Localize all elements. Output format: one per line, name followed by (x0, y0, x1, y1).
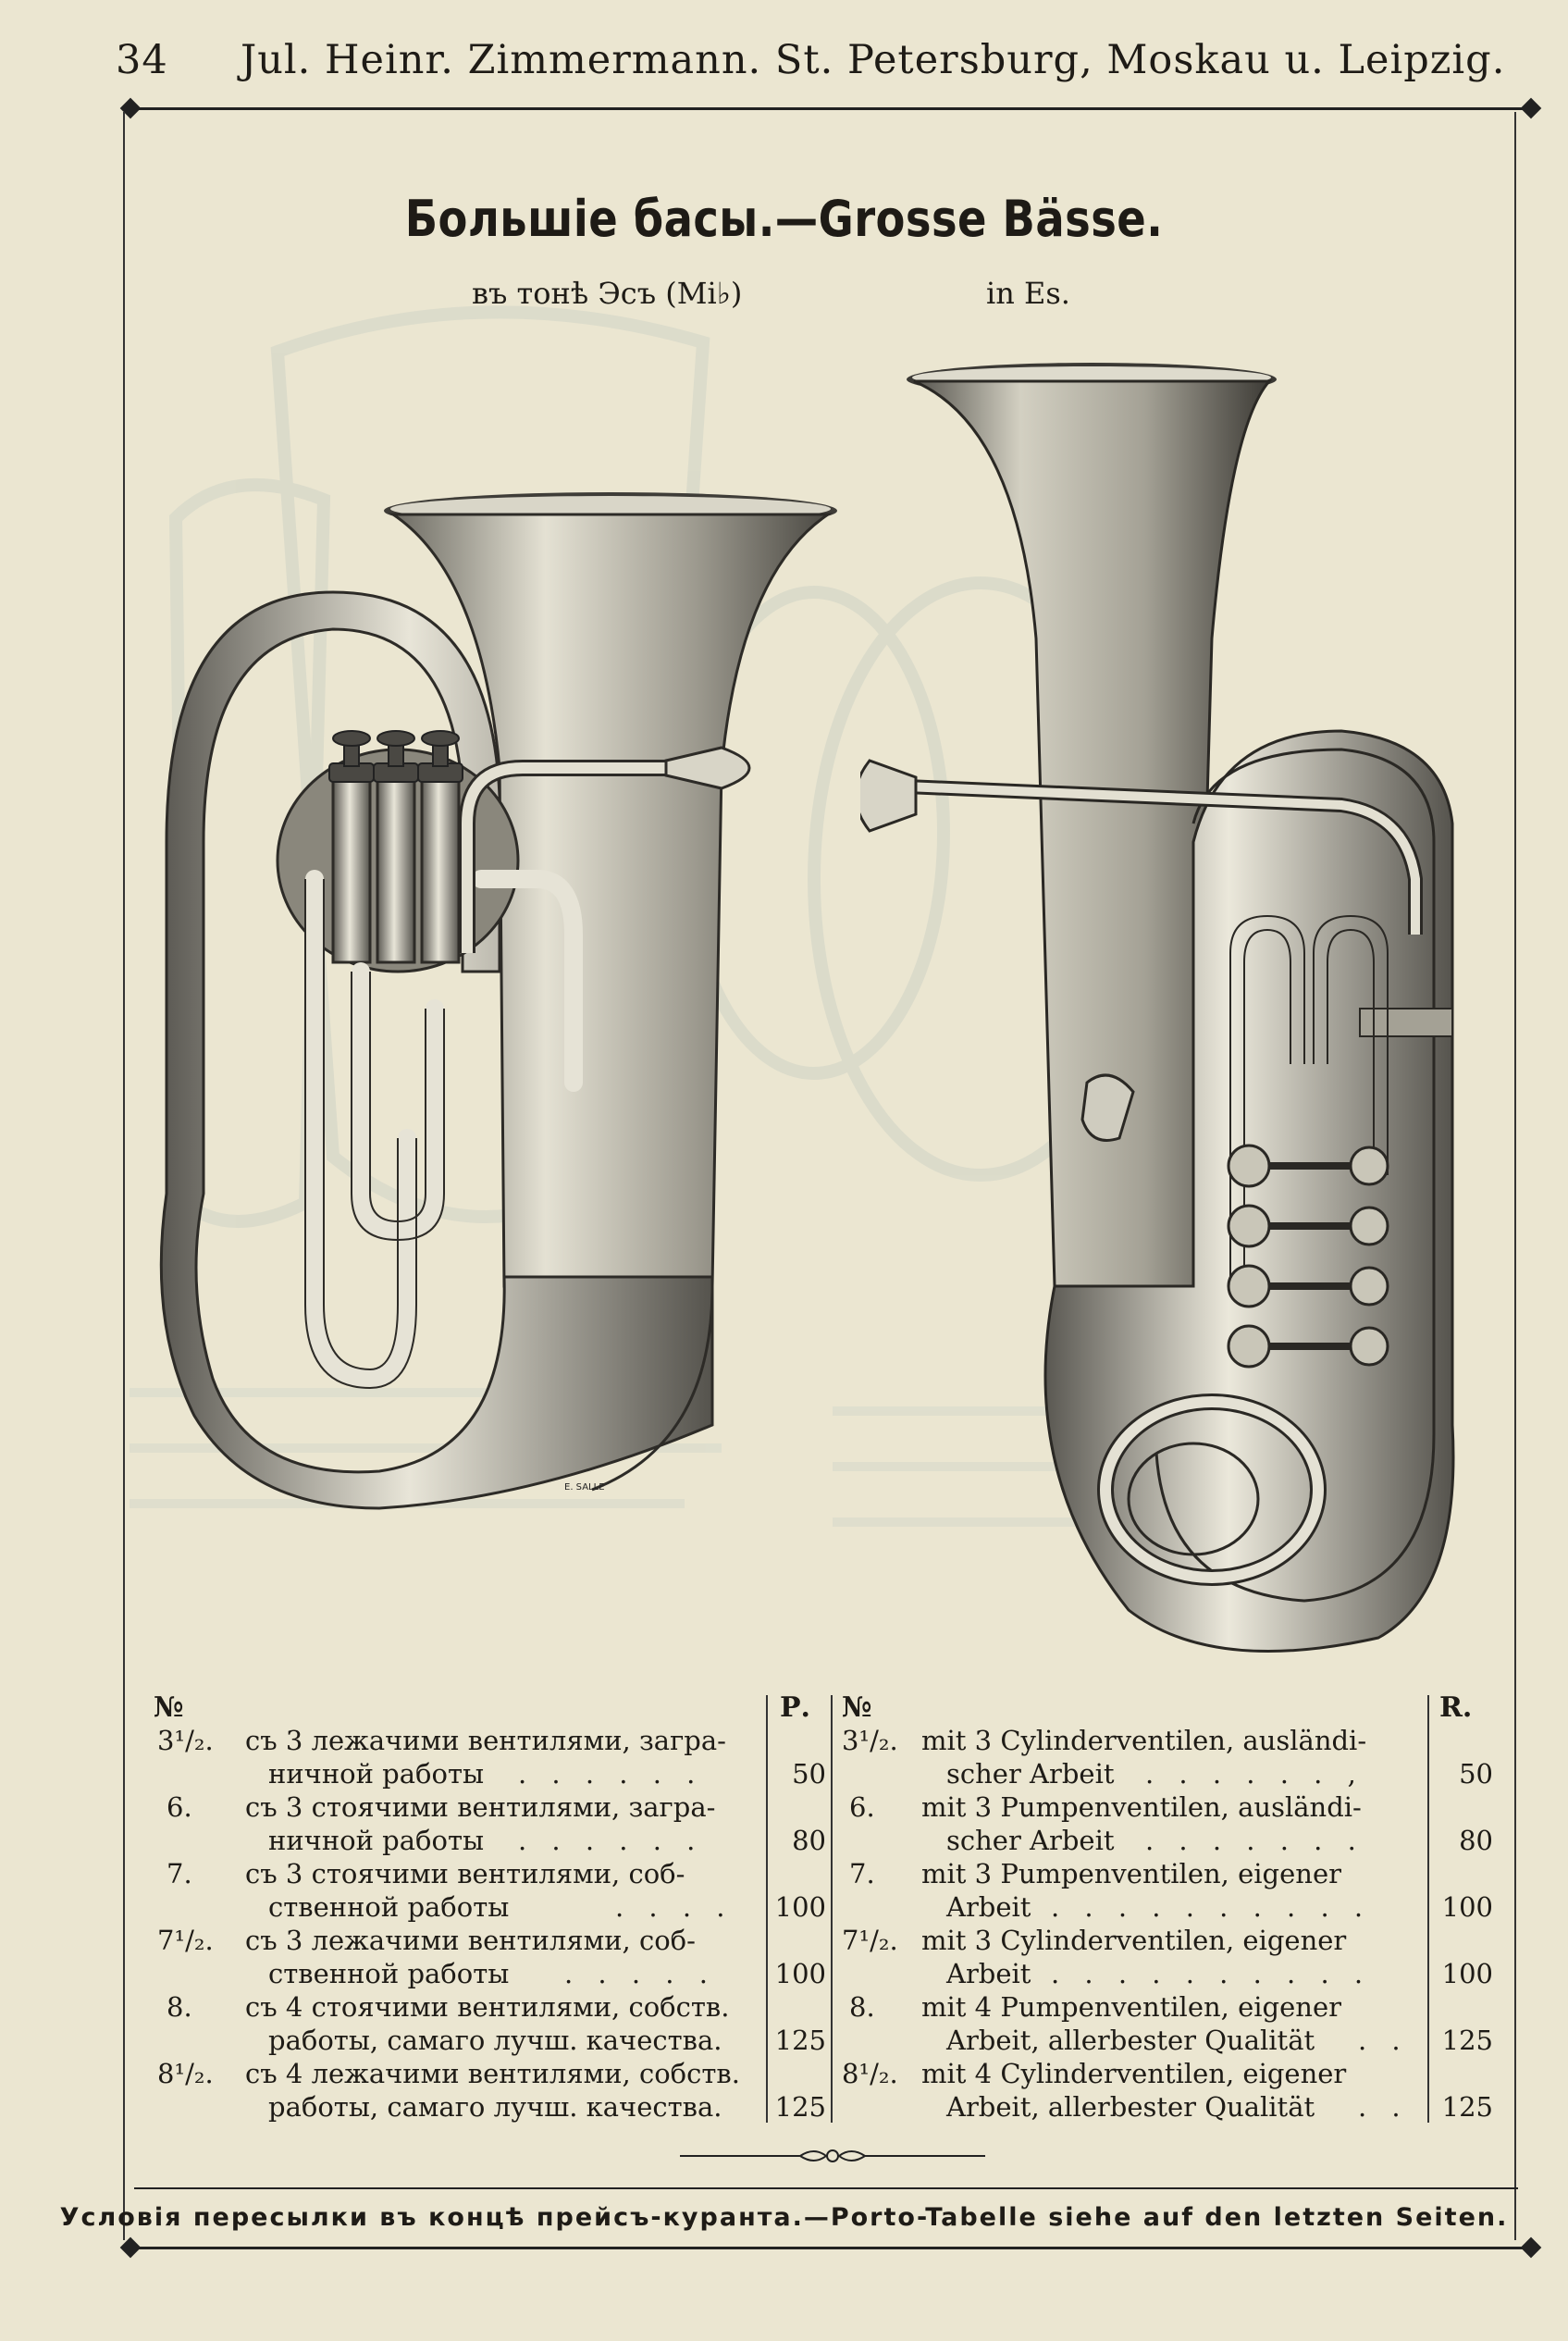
top-rule (132, 107, 1531, 110)
running-header (116, 37, 1506, 93)
bottom-left-diamond (120, 2237, 142, 2259)
tuba-with-four-rotary-valves-icon (860, 361, 1526, 1675)
price-table-russian: № Р. 3¹/₂. съ 3 лежачими вентилями, загра- ничной работы . . . . . . 50 6. съ 3 стоячими вентилями, загра- ничной работы . . . . . . 80 7. съ 3 стоячими вентилями, соб- ственной работы . . . . 100 7¹/₂. съ 3 лежачими вентилями, соб- ственной работы . . . . . 100 8. съ 4 стоячими вентилями, собств. работы, самаго лучш. качества. 125 8¹/₂. съ 4 лежачими вентилями, собств. работы, самаго лучш. качества. 125 (148, 1691, 837, 2128)
publisher-title: Jul. Heinr. Zimmermann. St. Petersburg, Moskau u. Leipzig. (241, 37, 1506, 83)
price-column-divider (1427, 1695, 1429, 2123)
price-table-german: № R. 3¹/₂. mit 3 Cylinderventilen, ausländi- scher Arbeit . . . . . . , 50 6. mit 3 Pumpenventilen, ausländi- scher Arbeit . . . . . . . 80 7. mit 3 Pumpenventilen, eigener Arbeit . . . . . . . . . . 100 7¹/₂. mit 3 Cylinderventilen, eigener Arbeit . . . . . . . . . . 100 8. mit 4 Pumpenventilen, eigener Arbeit, allerbester Qualität . . 125 8¹/₂. mit 4 Cylinderventilen, eigener Arbeit, allerbester Qualität . . 125 (842, 1691, 1493, 2123)
table-header-number: № (842, 1691, 872, 1724)
bottom-rule (132, 2247, 1531, 2249)
footer-top-rule (134, 2187, 1518, 2189)
engraver-mark: E. SALLE (564, 1482, 605, 1493)
table-header-price: Р. (780, 1691, 811, 1724)
table-header-number: № (154, 1691, 184, 1724)
key-german: in Es. (986, 276, 1070, 311)
page-number: 34 (116, 37, 168, 83)
price-column-divider (766, 1695, 768, 2123)
top-right-diamond (1521, 98, 1542, 119)
key-russian: въ тонѣ Эсъ (Mi♭) (472, 276, 743, 311)
column-separator (831, 1695, 833, 2123)
section-title: Большіе басы.—Grosse Bässe. (404, 190, 1164, 248)
scroll-ornament-icon (680, 2145, 985, 2167)
bottom-right-diamond (1521, 2237, 1542, 2259)
shipping-note: Условія пересылки въ концѣ прейсъ-куранта.—Porto-Tabelle siehe auf den letzten Seiten. (59, 2203, 1509, 2232)
table-header-price: R. (1439, 1691, 1473, 1724)
tuba-with-three-upright-valves-icon (148, 490, 851, 1517)
